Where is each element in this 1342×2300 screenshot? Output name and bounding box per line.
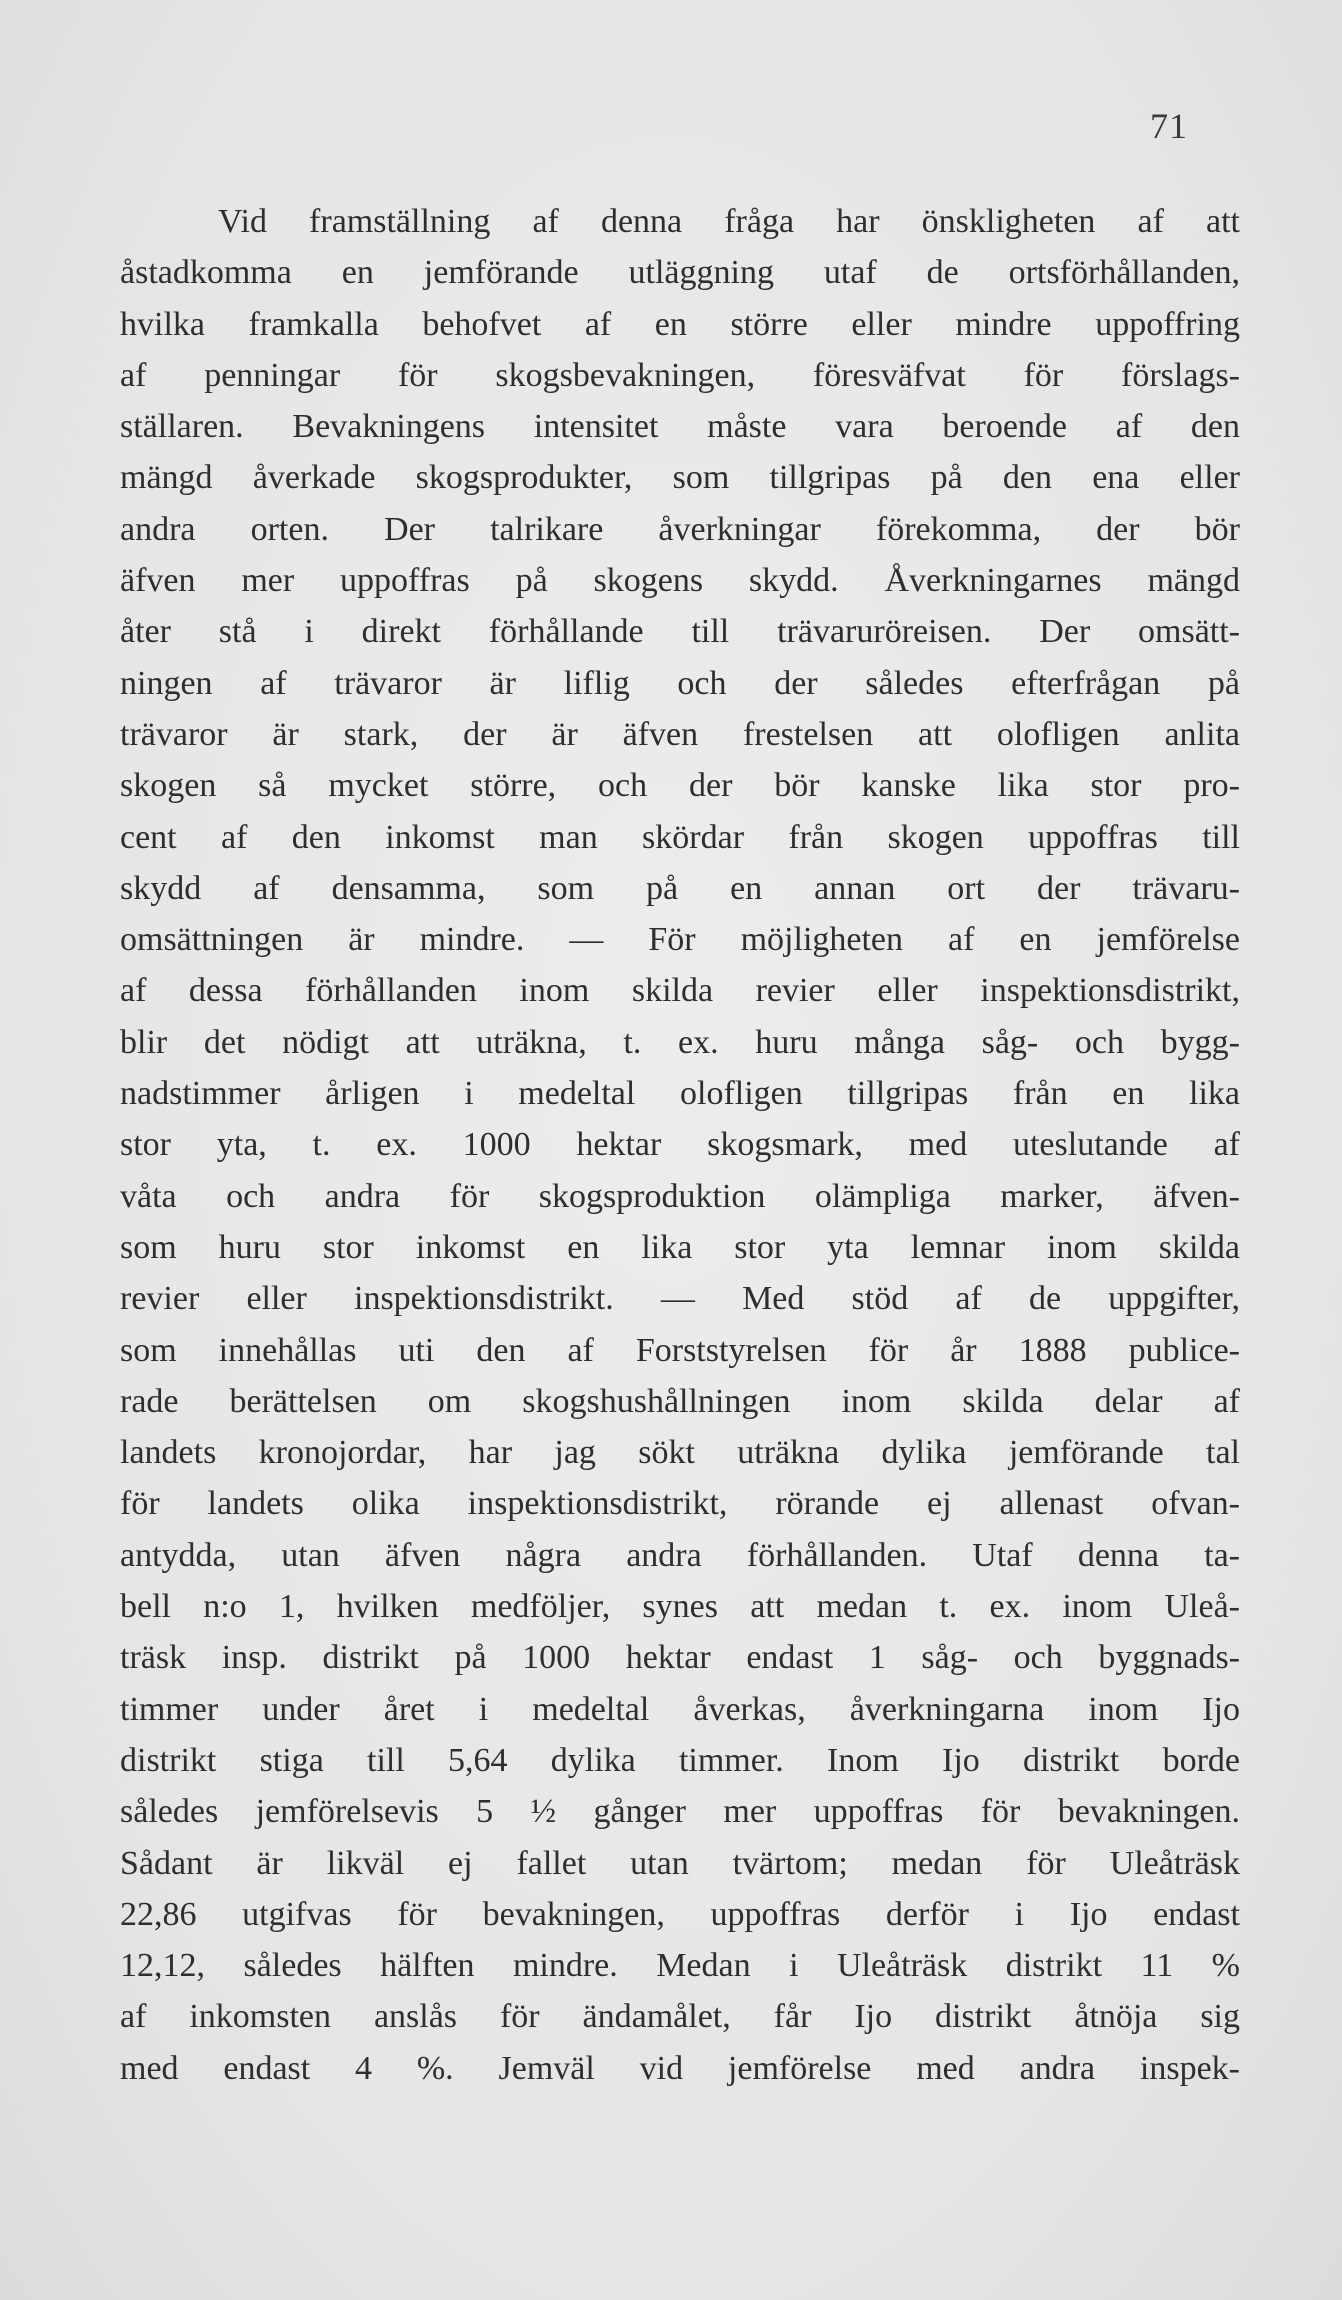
text-line: timmer under året i medeltal åverkas, åverkningarna inom Ijo [120,1690,1240,1728]
text-line: af inkomsten anslås för ändamålet, får Ijo distrikt åtnöja sig [120,1998,1240,2036]
text-line: cent af den inkomst man skördar från skogen uppoffras till [120,818,1240,856]
text-line: blir det nödigt att uträkna, t. ex. huru många såg- och bygg- [120,1023,1240,1061]
text-line: Vid framställning af denna fråga har önskligheten af att [218,203,1240,240]
text-line: som huru stor inkomst en lika stor yta lemnar inom skilda [120,1228,1240,1266]
text-line: revier eller inspektionsdistrikt. — Med stöd af de uppgifter, [120,1280,1240,1318]
text-line: ningen af trävaror är liflig och der således efterfrågan på [120,664,1240,702]
text-line: andra orten. Der talrikare åverkningar förekomma, der bör [120,510,1240,548]
text-line: hvilka framkalla behofvet af en större eller mindre uppoffring [120,305,1240,343]
text-line: som innehållas uti den af Forststyrelsen för år 1888 publice- [120,1331,1240,1369]
body-text [120,196,1240,2094]
text-line: 12,12, således hälften mindre. Medan i Uleåträsk distrikt 11 % [120,1947,1240,1985]
text-line: 22,86 utgifvas för bevakningen, uppoffras derför i Ijo endast [120,1895,1240,1933]
text-line: mängd åverkade skogsprodukter, som tillgripas på den ena eller [120,459,1240,497]
text-line: med endast 4 %. Jemväl vid jemförelse med andra inspek- [120,2049,1240,2087]
page-number: 71 [1150,106,1188,146]
text-line: således jemförelsevis 5 ½ gånger mer uppoffras för bevakningen. [120,1793,1240,1831]
text-line: åstadkomma en jemförande utläggning utaf de ortsförhållanden, [120,254,1240,292]
text-line: träsk insp. distrikt på 1000 hektar endast 1 såg- och byggnads- [120,1639,1240,1677]
text-line: bell n:o 1, hvilken medföljer, synes att medan t. ex. inom Uleå- [120,1588,1240,1626]
text-line: skogen så mycket större, och der bör kanske lika stor pro- [120,767,1240,805]
text-line: skydd af densamma, som på en annan ort der trävaru- [120,869,1240,907]
text-line: omsättningen är mindre. — För möjligheten af en jemförelse [120,921,1240,959]
text-line: af penningar för skogsbevakningen, föresväfvat för förslags- [120,356,1240,394]
text-line: äfven mer uppoffras på skogens skydd. Åverkningarnes mängd [120,562,1240,600]
text-line: trävaror är stark, der är äfven frestelsen att olofligen anlita [120,715,1240,753]
text-line: våta och andra för skogsproduktion olämpliga marker, äfven- [120,1177,1240,1215]
text-line: rade berättelsen om skogshushållningen inom skilda delar af [120,1382,1240,1420]
text-line: antydda, utan äfven några andra förhållanden. Utaf denna ta- [120,1536,1240,1574]
text-line: af dessa förhållanden inom skilda revier eller inspektionsdistrikt, [120,972,1240,1010]
text-line: distrikt stiga till 5,64 dylika timmer. Inom Ijo distrikt borde [120,1741,1240,1779]
text-line: ställaren. Bevakningens intensitet måste vara beroende af den [120,408,1240,446]
text-line: landets kronojordar, har jag sökt uträkna dylika jemförande tal [120,1434,1240,1472]
text-line: stor yta, t. ex. 1000 hektar skogsmark, med uteslutande af [120,1126,1240,1164]
text-line: åter stå i direkt förhållande till trävaruröreisen. Der omsätt- [120,613,1240,651]
text-line: för landets olika inspektionsdistrikt, rörande ej allenast ofvan- [120,1485,1240,1523]
text-line: nadstimmer årligen i medeltal olofligen tillgripas från en lika [120,1075,1240,1113]
text-line: Sådant är likväl ej fallet utan tvärtom; medan för Uleåträsk [120,1844,1240,1882]
